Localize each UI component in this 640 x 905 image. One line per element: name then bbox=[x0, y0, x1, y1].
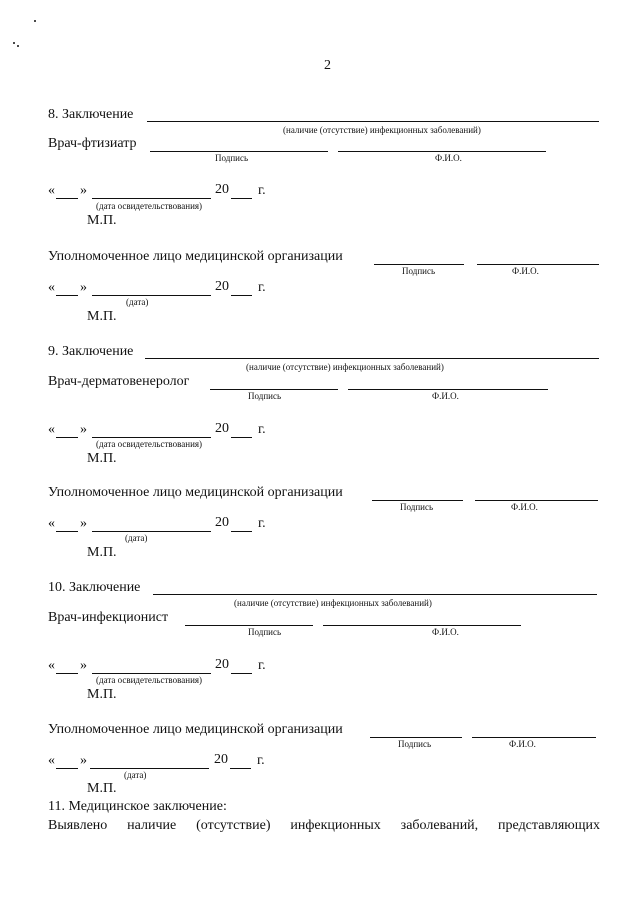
fio-caption: Ф.И.О. bbox=[432, 391, 459, 401]
year-prefix: 20 bbox=[215, 657, 229, 672]
signature-caption: Подпись bbox=[398, 739, 432, 749]
signature-caption: Подпись bbox=[400, 502, 434, 512]
stamp-label: М.П. bbox=[87, 213, 117, 228]
doctor-label: Врач-инфекционист bbox=[48, 610, 169, 625]
close-quote: » bbox=[80, 516, 87, 531]
day-line[interactable] bbox=[56, 295, 78, 296]
year-prefix: 20 bbox=[214, 752, 228, 767]
signature-line[interactable] bbox=[150, 151, 328, 152]
day-line[interactable] bbox=[56, 768, 78, 769]
exam-date-caption: (дата освидетельствования) bbox=[96, 201, 203, 211]
fio-caption: Ф.И.О. bbox=[509, 739, 536, 749]
signature-line[interactable] bbox=[210, 389, 338, 390]
conclusion-caption: (наличие (отсутствие) инфекционных заболеваний) bbox=[234, 598, 432, 608]
month-line[interactable] bbox=[92, 198, 211, 199]
fio-caption: Ф.И.О. bbox=[435, 153, 462, 163]
month-line[interactable] bbox=[92, 673, 211, 674]
fio-caption: Ф.И.О. bbox=[511, 502, 538, 512]
authorized-person-label: Уполномоченное лицо медицинской организации bbox=[48, 485, 343, 500]
open-quote: « bbox=[48, 183, 55, 198]
fio-line[interactable] bbox=[477, 264, 599, 265]
stamp-label: М.П. bbox=[87, 451, 117, 466]
signature-caption: Подпись bbox=[248, 391, 282, 401]
signature-line[interactable] bbox=[185, 625, 313, 626]
month-line[interactable] bbox=[90, 768, 209, 769]
date-caption: (дата) bbox=[124, 770, 147, 780]
year-suffix: г. bbox=[257, 753, 265, 768]
page-number: 2 bbox=[324, 58, 331, 73]
open-quote: « bbox=[48, 658, 55, 673]
close-quote: » bbox=[80, 280, 87, 295]
year-line[interactable] bbox=[230, 768, 251, 769]
open-quote: « bbox=[48, 422, 55, 437]
date-caption: (дата) bbox=[125, 533, 148, 543]
speck bbox=[34, 20, 36, 22]
year-line[interactable] bbox=[231, 673, 252, 674]
doctor-label: Врач-дерматовенеролог bbox=[48, 374, 190, 389]
day-line[interactable] bbox=[56, 531, 78, 532]
close-quote: » bbox=[80, 422, 87, 437]
section-10-heading: 10. Заключение bbox=[48, 580, 141, 595]
date-caption: (дата) bbox=[126, 297, 149, 307]
fio-line[interactable] bbox=[323, 625, 521, 626]
fio-caption: Ф.И.О. bbox=[512, 266, 539, 276]
day-line[interactable] bbox=[56, 437, 78, 438]
year-line[interactable] bbox=[231, 198, 252, 199]
speck bbox=[17, 45, 19, 47]
day-line[interactable] bbox=[56, 198, 78, 199]
exam-date-caption: (дата освидетельствования) bbox=[96, 439, 203, 449]
signature-line[interactable] bbox=[370, 737, 462, 738]
year-suffix: г. bbox=[258, 516, 266, 531]
year-suffix: г. bbox=[258, 183, 266, 198]
conclusion-line[interactable] bbox=[147, 121, 599, 122]
open-quote: « bbox=[48, 280, 55, 295]
signature-caption: Подпись bbox=[402, 266, 436, 276]
authorized-person-label: Уполномоченное лицо медицинской организации bbox=[48, 249, 343, 264]
fio-caption: Ф.И.О. bbox=[432, 627, 459, 637]
conclusion-line[interactable] bbox=[145, 358, 599, 359]
speck bbox=[13, 42, 15, 44]
open-quote: « bbox=[48, 516, 55, 531]
signature-line[interactable] bbox=[372, 500, 463, 501]
stamp-label: М.П. bbox=[87, 309, 117, 324]
section-9-heading: 9. Заключение bbox=[48, 344, 134, 359]
year-line[interactable] bbox=[231, 295, 252, 296]
year-prefix: 20 bbox=[215, 515, 229, 530]
year-prefix: 20 bbox=[215, 279, 229, 294]
fio-line[interactable] bbox=[348, 389, 548, 390]
year-prefix: 20 bbox=[215, 421, 229, 436]
stamp-label: М.П. bbox=[87, 545, 117, 560]
fio-line[interactable] bbox=[338, 151, 546, 152]
year-line[interactable] bbox=[231, 531, 252, 532]
open-quote: « bbox=[48, 753, 55, 768]
doctor-label: Врач-фтизиатр bbox=[48, 136, 137, 151]
month-line[interactable] bbox=[92, 295, 211, 296]
stamp-label: М.П. bbox=[87, 781, 117, 796]
year-suffix: г. bbox=[258, 280, 266, 295]
close-quote: » bbox=[80, 753, 87, 768]
close-quote: » bbox=[80, 183, 87, 198]
signature-caption: Подпись bbox=[248, 627, 282, 637]
fio-line[interactable] bbox=[472, 737, 596, 738]
day-line[interactable] bbox=[56, 673, 78, 674]
conclusion-caption: (наличие (отсутствие) инфекционных заболеваний) bbox=[246, 362, 444, 372]
year-suffix: г. bbox=[258, 422, 266, 437]
section-11-heading: 11. Медицинское заключение: bbox=[48, 799, 227, 814]
authorized-person-label: Уполномоченное лицо медицинской организации bbox=[48, 722, 343, 737]
month-line[interactable] bbox=[92, 531, 211, 532]
stamp-label: М.П. bbox=[87, 687, 117, 702]
section-11-text: Выявлено наличие (отсутствие) инфекционных заболеваний, представляющих bbox=[48, 818, 600, 833]
section-8-heading: 8. Заключение bbox=[48, 107, 134, 122]
year-suffix: г. bbox=[258, 658, 266, 673]
month-line[interactable] bbox=[92, 437, 211, 438]
year-prefix: 20 bbox=[215, 182, 229, 197]
exam-date-caption: (дата освидетельствования) bbox=[96, 675, 203, 685]
signature-line[interactable] bbox=[374, 264, 464, 265]
year-line[interactable] bbox=[231, 437, 252, 438]
conclusion-line[interactable] bbox=[153, 594, 597, 595]
close-quote: » bbox=[80, 658, 87, 673]
conclusion-caption: (наличие (отсутствие) инфекционных заболеваний) bbox=[283, 125, 481, 135]
fio-line[interactable] bbox=[475, 500, 598, 501]
signature-caption: Подпись bbox=[215, 153, 249, 163]
